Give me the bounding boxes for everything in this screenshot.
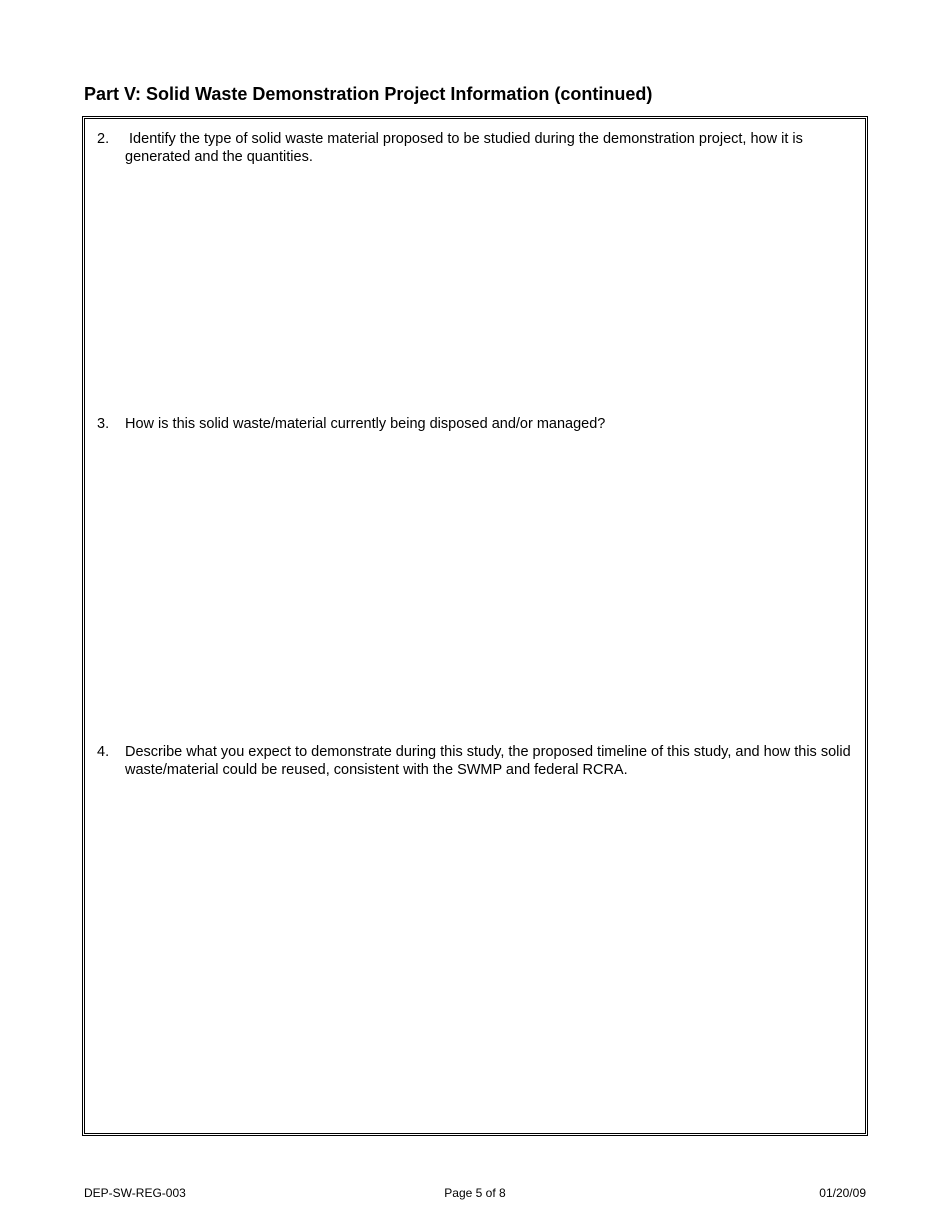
question-4-number: 4. xyxy=(97,744,110,760)
question-3-number: 3. xyxy=(97,416,110,432)
footer-page-number: Page 5 of 8 xyxy=(444,1186,506,1200)
question-2-number: 2. xyxy=(97,131,110,147)
question-4 xyxy=(97,744,851,779)
question-3-text: How is this solid waste/material currently being disposed and/or managed? xyxy=(125,416,606,432)
footer-date: 01/20/09 xyxy=(819,1186,866,1200)
question-2 xyxy=(97,131,851,166)
footer-form-id: DEP-SW-REG-003 xyxy=(84,1186,186,1200)
form-box xyxy=(82,116,868,1136)
page-title: Part V: Solid Waste Demonstration Project Information (continued) xyxy=(84,84,653,104)
question-4-text: Describe what you expect to demonstrate during this study, the proposed timeline of this study, and how this solid waste/material could be reused, consistent with the SWMP and federal RCRA. xyxy=(125,744,851,778)
question-2-text: Identify the type of solid waste material proposed to be studied during the demonstration project, how it is generated and the quantities. xyxy=(125,131,807,165)
question-3 xyxy=(97,416,851,434)
